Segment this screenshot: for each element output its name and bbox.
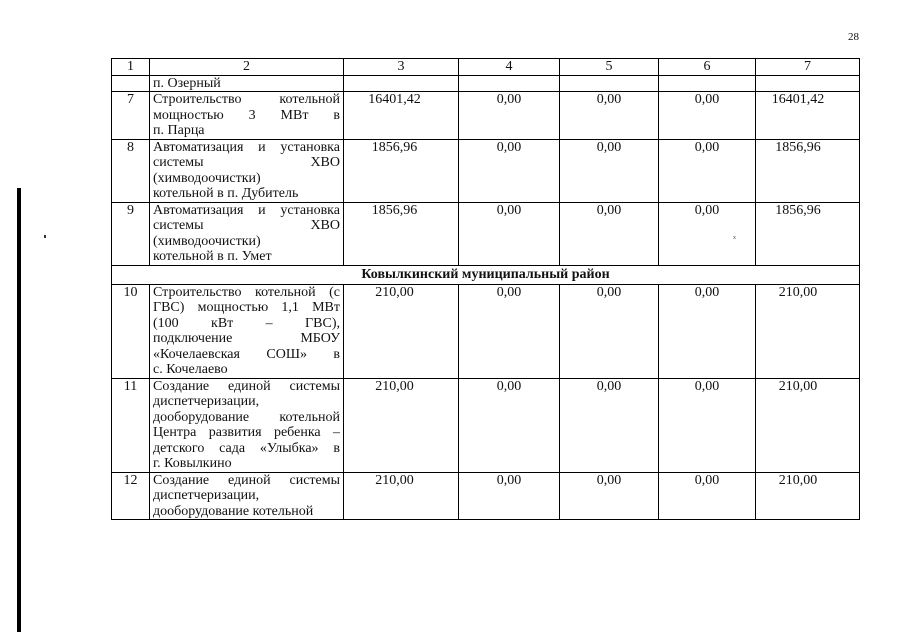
row-name-line: диспетчеризации, — [153, 394, 260, 409]
header-cell: 6 — [659, 59, 756, 76]
value-cell-c3: 1856,96 — [344, 139, 459, 202]
value-cell-c5: 0,00 — [560, 202, 659, 265]
value-cell-c3: 210,00 — [344, 472, 459, 520]
row-name — [150, 472, 344, 520]
row-name-line: Автоматизация и установка — [153, 139, 340, 155]
row-number: 8 — [112, 139, 150, 202]
value-cell-c7: 16401,42 — [756, 92, 860, 140]
table-row — [112, 92, 860, 140]
row-name-line: п. Парца — [153, 123, 205, 138]
row-name-line: системы ХВО — [153, 155, 340, 170]
continuation-row — [112, 75, 860, 92]
row-name-line: «Кочелаевская СОШ» в — [153, 346, 340, 362]
value-cell-c5: 0,00 — [560, 139, 659, 202]
value-cell-c5: 0,00 — [560, 284, 659, 378]
section-row — [112, 265, 860, 284]
value-cell-c5: 0,00 — [560, 92, 659, 140]
value-cell-c3: 1856,96 — [344, 202, 459, 265]
value-cell-c7: 210,00 — [756, 284, 860, 378]
value-cell-c3: 16401,42 — [344, 92, 459, 140]
row-name-line: г. Ковылкино — [153, 456, 232, 471]
value-cell — [344, 75, 459, 92]
value-cell-c7: 210,00 — [756, 378, 860, 472]
row-name-line: Строительство котельной — [153, 92, 340, 107]
row-number: 7 — [112, 92, 150, 140]
value-cell-c4: 0,00 — [459, 472, 560, 520]
value-cell — [459, 75, 560, 92]
row-name-line: Строительство котельной (с — [153, 284, 340, 300]
header-cell: 3 — [344, 59, 459, 76]
header-row — [112, 59, 860, 76]
row-name-line: дооборудование котельной — [153, 409, 340, 425]
value-cell-c4: 0,00 — [459, 378, 560, 472]
header-cell: 2 — [150, 59, 344, 76]
row-name-line: (химводоочистки) — [153, 170, 261, 186]
row-name-line: Создание единой системы — [153, 378, 340, 394]
row-name: п. Озерный — [150, 75, 344, 92]
row-name-line: котельной в п. Умет — [153, 249, 272, 264]
header-cell: 4 — [459, 59, 560, 76]
value-cell-c4: 0,00 — [459, 92, 560, 140]
row-name — [150, 202, 344, 265]
row-name-line: Создание единой системы — [153, 472, 340, 488]
row-name-line: дооборудование котельной — [153, 503, 314, 519]
section-title: Ковылкинский муниципальный район — [112, 265, 860, 284]
header-cell: 7 — [756, 59, 860, 76]
row-name — [150, 378, 344, 472]
row-number: 12 — [112, 472, 150, 520]
value-cell-c6: 0,00 — [659, 202, 756, 265]
value-cell-c3: 210,00 — [344, 378, 459, 472]
row-name — [150, 92, 344, 140]
budget-table — [111, 58, 860, 520]
page-number: 28 — [848, 31, 859, 43]
value-cell — [756, 75, 860, 92]
value-cell-c5: 0,00 — [560, 472, 659, 520]
row-name-line: с. Кочелаево — [153, 362, 228, 377]
value-cell-c6: 0,00 — [659, 284, 756, 378]
value-cell — [560, 75, 659, 92]
row-name-line: диспетчеризации, — [153, 488, 260, 503]
row-name-line: котельной в п. Дубитель — [153, 186, 299, 201]
row-number: 9 — [112, 202, 150, 265]
scan-speck — [44, 235, 46, 238]
row-name-line: мощностью 3 МВт в — [153, 107, 340, 123]
row-number: 10 — [112, 284, 150, 378]
row-name-line: Автоматизация и установка — [153, 202, 340, 218]
row-number: 11 — [112, 378, 150, 472]
row-number — [112, 75, 150, 92]
header-cell: 1 — [112, 59, 150, 76]
row-name — [150, 284, 344, 378]
row-name — [150, 139, 344, 202]
table-row — [112, 202, 860, 265]
value-cell-c6: 0,00 — [659, 92, 756, 140]
value-cell-c7: 1856,96 — [756, 139, 860, 202]
value-cell-c4: 0,00 — [459, 202, 560, 265]
table-row — [112, 378, 860, 472]
row-name-line: (химводоочистки) — [153, 233, 261, 249]
value-cell-c4: 0,00 — [459, 139, 560, 202]
value-cell-c3: 210,00 — [344, 284, 459, 378]
value-cell-c6: 0,00 — [659, 472, 756, 520]
scan-mark: ₓ — [733, 230, 736, 241]
row-name-line: подключение МБОУ — [153, 331, 340, 346]
value-cell-c6: 0,00 — [659, 378, 756, 472]
row-name-line: системы ХВО — [153, 218, 340, 233]
table-row — [112, 472, 860, 520]
value-cell — [659, 75, 756, 92]
header-cell: 5 — [560, 59, 659, 76]
row-name-line: ГВС) мощностью 1,1 МВт — [153, 300, 340, 315]
value-cell-c6: 0,00 — [659, 139, 756, 202]
value-cell-c5: 0,00 — [560, 378, 659, 472]
row-name-line: (100 кВт – ГВС), — [153, 315, 340, 331]
table-row — [112, 139, 860, 202]
row-name-line: детского сада «Улыбка» в — [153, 440, 340, 456]
row-name-line: Центра развития ребенка – — [153, 425, 340, 440]
value-cell-c7: 210,00 — [756, 472, 860, 520]
value-cell-c4: 0,00 — [459, 284, 560, 378]
table-row — [112, 284, 860, 378]
scan-edge-bar — [17, 188, 21, 632]
value-cell-c7: 1856,96 — [756, 202, 860, 265]
